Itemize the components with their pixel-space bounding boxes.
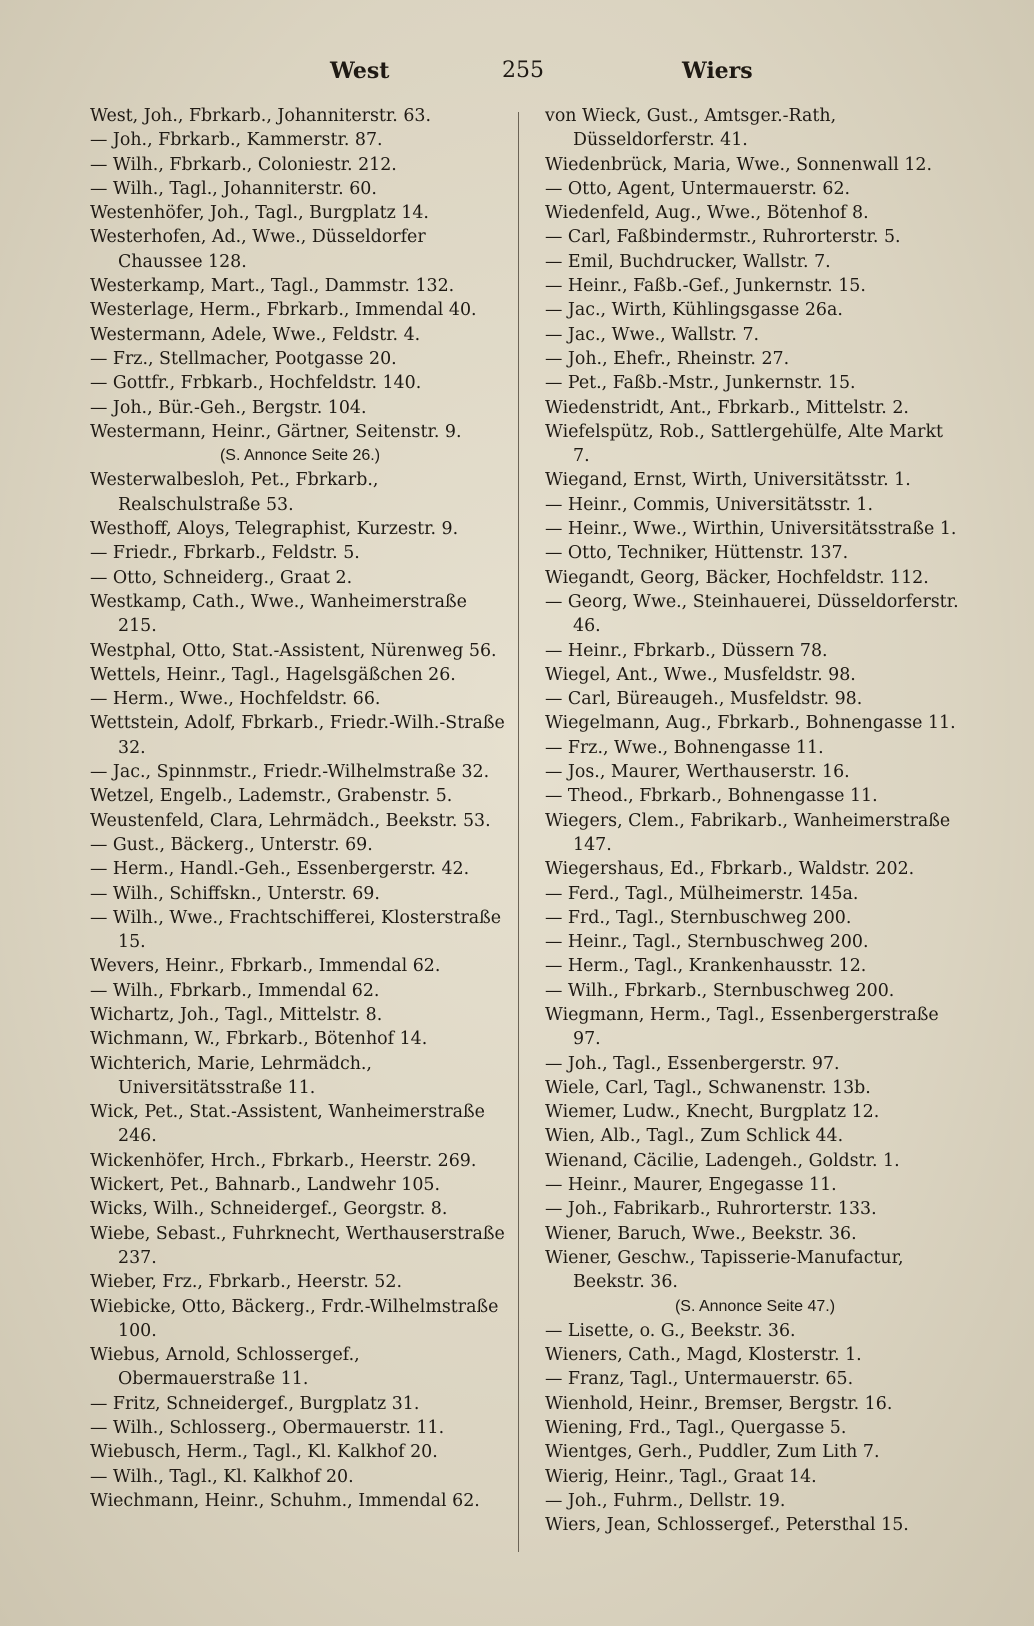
directory-entry: Westhoff, Aloys, Telegraphist, Kurzestr. 9. [90,519,459,540]
directory-entry: — Fritz, Schneidergef., Burgplatz 31. [90,1393,420,1414]
directory-entry: Westerhofen, Ad., Wwe., Düsseldorfer Chaussee 128. [90,227,426,272]
header-left-keyword: West [330,58,390,84]
right-column [545,104,965,1538]
directory-entry: — Jac., Spinnmstr., Friedr.-Wilhelmstraße 32. [90,762,490,783]
directory-entry: Wiegershaus, Ed., Fbrkarb., Waldstr. 202. [545,859,915,880]
directory-entry: — Heinr., Fbrkarb., Düssern 78. [545,640,828,661]
header-right-keyword: Wiers [682,58,753,84]
directory-entry: Wickenhöfer, Hrch., Fbrkarb., Heerstr. 269. [90,1150,477,1171]
directory-entry: — Wilh., Tagl., Johanniterstr. 60. [90,178,377,199]
directory-entry: Wick, Pet., Stat.-Assistent, Wanheimerstraße 246. [90,1102,485,1147]
directory-entry: — Frd., Tagl., Sternbuschweg 200. [545,907,852,928]
directory-entry: Wettels, Heinr., Tagl., Hagelsgäßchen 26. [90,664,456,685]
directory-entry: — Georg, Wwe., Steinhauerei, Düsseldorferstr. 46. [545,591,959,637]
page-number: 255 [502,58,544,83]
directory-entry: Wiegel, Ant., Wwe., Musfeldstr. 98. [545,664,856,685]
directory-entry: Wienand, Cäcilie, Ladengeh., Goldstr. 1. [545,1150,900,1171]
directory-entry: — Joh., Fuhrm., Dellstr. 19. [545,1490,786,1511]
directory-entry: Wichmann, W., Fbrkarb., Bötenhof 14. [90,1029,428,1050]
directory-entry: Wettstein, Adolf, Fbrkarb., Friedr.-Wilh.-Straße 32. [90,713,505,758]
directory-entry: Wichartz, Joh., Tagl., Mittelstr. 8. [90,1004,383,1025]
directory-entry: Westenhöfer, Joh., Tagl., Burgplatz 14. [90,203,429,224]
directory-entry: — Carl, Büreaugeh., Musfeldstr. 98. [545,689,863,710]
directory-entry: Wiegers, Clem., Fabrikarb., Wanheimerstraße 147. [545,810,951,855]
directory-entry: — Joh., Fabrikarb., Ruhrorterstr. 133. [545,1199,877,1220]
directory-entry: Wiegand, Ernst, Wirth, Universitätsstr. 1. [545,470,911,491]
directory-entry: — Ferd., Tagl., Mülheimerstr. 145a. [545,883,859,904]
page-header [90,58,974,94]
directory-entry: Wiebe, Sebast., Fuhrknecht, Werthauserstraße 237. [90,1223,505,1268]
directory-entry: Westerlage, Herm., Fbrkarb., Immendal 40. [90,300,477,321]
directory-entry: Wientges, Gerh., Puddler, Zum Lith 7. [545,1442,880,1463]
directory-entry: — Lisette, o. G., Beekstr. 36. [545,1320,796,1341]
directory-entry: Westphal, Otto, Stat.-Assistent, Nürenweg 56. [90,640,497,661]
annonce-note: (S. Annonce Seite 26.) [219,447,381,465]
column-divider [518,112,519,1552]
directory-entry: — Gottfr., Frbkarb., Hochfeldstr. 140. [90,373,422,394]
directory-entry: — Joh., Ehefr., Rheinstr. 27. [545,348,790,369]
directory-entry: — Joh., Fbrkarb., Kammerstr. 87. [90,130,383,151]
directory-entry: Westermann, Adele, Wwe., Feldstr. 4. [90,324,421,345]
directory-entry: von Wieck, Gust., Amtsger.-Rath, Düsseldorferstr. 41. [545,106,837,151]
directory-entry: — Heinr., Faßb.-Gef., Junkernstr. 15. [545,276,866,297]
directory-entry: — Heinr., Wwe., Wirthin, Universitätsstraße 1. [545,519,957,540]
directory-entry: — Herm., Wwe., Hochfeldstr. 66. [90,689,381,710]
directory-entry: Wetzel, Engelb., Lademstr., Grabenstr. 5. [90,786,453,807]
directory-entry: Wichterich, Marie, Lehrmädch., Universitätsstraße 11. [90,1053,372,1098]
directory-entry: West, Joh., Fbrkarb., Johanniterstr. 63. [90,106,431,126]
directory-entry: — Wilh., Fbrkarb., Sternbuschweg 200. [545,980,895,1001]
directory-entry: — Emil, Buchdrucker, Wallstr. 7. [545,251,831,272]
directory-entry: — Carl, Faßbindermstr., Ruhrorterstr. 5. [545,227,901,248]
directory-entry: Wiele, Carl, Tagl., Schwanenstr. 13b. [545,1077,871,1098]
directory-entry: — Wilh., Fbrkarb., Immendal 62. [90,980,380,1001]
directory-entry: — Theod., Fbrkarb., Bohnengasse 11. [545,786,878,807]
directory-entry: Wiedenstridt, Ant., Fbrkarb., Mittelstr. 2. [545,397,909,418]
directory-entry: — Jos., Maurer, Werthauserstr. 16. [545,762,850,783]
directory-entry: Wiener, Baruch, Wwe., Beekstr. 36. [545,1223,857,1244]
directory-entry: Wiers, Jean, Schlossergef., Petersthal 15. [545,1515,909,1536]
directory-entry: Wiedenbrück, Maria, Wwe., Sonnenwall 12. [545,154,932,175]
directory-entry: — Joh., Tagl., Essenbergerstr. 97. [545,1053,840,1074]
directory-entry: Weustenfeld, Clara, Lehrmädch., Beekstr. 53. [90,810,491,831]
directory-entry: — Wilh., Schiffskn., Unterstr. 69. [90,883,380,904]
directory-entry: Wiebusch, Herm., Tagl., Kl. Kalkhof 20. [90,1442,438,1463]
directory-entry: Wien, Alb., Tagl., Zum Schlick 44. [545,1126,844,1147]
directory-entry: Wickert, Pet., Bahnarb., Landwehr 105. [90,1175,440,1196]
directory-entry: Wiebus, Arnold, Schlossergef., Obermauerstraße 11. [90,1345,360,1390]
directory-entry: Wiefelspütz, Rob., Sattlergehülfe, Alte Markt 7. [545,421,943,467]
directory-entry: Wicks, Wilh., Schneidergef., Georgstr. 8. [90,1199,448,1220]
directory-entry: — Frz., Stellmacher, Pootgasse 20. [90,348,397,369]
directory-entry: Wiener, Geschw., Tapisserie-Manufactur, Beekstr. 36. [545,1247,904,1293]
directory-entry: Westerkamp, Mart., Tagl., Dammstr. 132. [90,276,455,297]
directory-entry: Wiedenfeld, Aug., Wwe., Bötenhof 8. [545,203,869,224]
directory-entry: — Herm., Handl.-Geh., Essenbergerstr. 42. [90,859,470,880]
directory-entry: Wiechmann, Heinr., Schuhm., Immendal 62. [90,1490,480,1511]
directory-entry: — Jac., Wwe., Wallstr. 7. [545,324,760,345]
directory-entry: Wiebicke, Otto, Bäckerg., Frdr.-Wilhelmstraße 100. [90,1296,499,1341]
directory-entry: Wevers, Heinr., Fbrkarb., Immendal 62. [90,956,441,977]
directory-entry: — Joh., Bür.-Geh., Bergstr. 104. [90,397,367,418]
directory-entry: — Heinr., Maurer, Engegasse 11. [545,1175,837,1196]
directory-entry: Wiegelmann, Aug., Fbrkarb., Bohnengasse 11. [545,713,956,734]
directory-entry: Wiegmann, Herm., Tagl., Essenbergerstraße 97. [545,1004,939,1050]
directory-entry: — Otto, Techniker, Hüttenstr. 137. [545,543,849,564]
directory-entry: Westkamp, Cath., Wwe., Wanheimerstraße 215. [90,591,467,637]
directory-entry: — Gust., Bäckerg., Unterstr. 69. [90,834,373,855]
directory-entry: — Friedr., Fbrkarb., Feldstr. 5. [90,543,360,564]
directory-entry: Wieners, Cath., Magd, Klosterstr. 1. [545,1345,862,1366]
directory-entry: — Frz., Wwe., Bohnengasse 11. [545,737,824,758]
directory-entry: Wiemer, Ludw., Knecht, Burgplatz 12. [545,1102,880,1123]
directory-entry: — Wilh., Schlosserg., Obermauerstr. 11. [90,1418,445,1439]
directory-entry: Westerwalbesloh, Pet., Fbrkarb., Realschulstraße 53. [90,470,379,515]
directory-entry: Wienhold, Heinr., Bremser, Bergstr. 16. [545,1393,893,1414]
directory-entry: — Wilh., Tagl., Kl. Kalkhof 20. [90,1466,354,1487]
left-column [90,104,510,1513]
directory-entry: — Pet., Faßb.-Mstr., Junkernstr. 15. [545,373,856,394]
directory-entry: — Franz, Tagl., Untermauerstr. 65. [545,1369,854,1390]
directory-entry: — Heinr., Tagl., Sternbuschweg 200. [545,932,869,953]
directory-entry: — Wilh., Fbrkarb., Coloniestr. 212. [90,154,397,175]
directory-entry: Westermann, Heinr., Gärtner, Seitenstr. 9. [90,421,462,442]
directory-entry: — Otto, Agent, Untermauerstr. 62. [545,178,851,199]
directory-entry: — Otto, Schneiderg., Graat 2. [90,567,353,588]
directory-entry: Wiegandt, Georg, Bäcker, Hochfeldstr. 112. [545,567,929,588]
directory-entry: — Wilh., Wwe., Frachtschifferei, Klosterstraße 15. [90,907,502,953]
directory-entry: Wierig, Heinr., Tagl., Graat 14. [545,1466,817,1487]
directory-entry: — Heinr., Commis, Universitätsstr. 1. [545,494,873,515]
directory-entry: Wiening, Frd., Tagl., Quergasse 5. [545,1418,847,1439]
directory-entry: — Herm., Tagl., Krankenhausstr. 12. [545,956,867,977]
directory-entry: Wieber, Frz., Fbrkarb., Heerstr. 52. [90,1272,402,1293]
directory-entry: — Jac., Wirth, Kühlingsgasse 26a. [545,300,843,321]
annonce-note: (S. Annonce Seite 47.) [674,1297,836,1315]
